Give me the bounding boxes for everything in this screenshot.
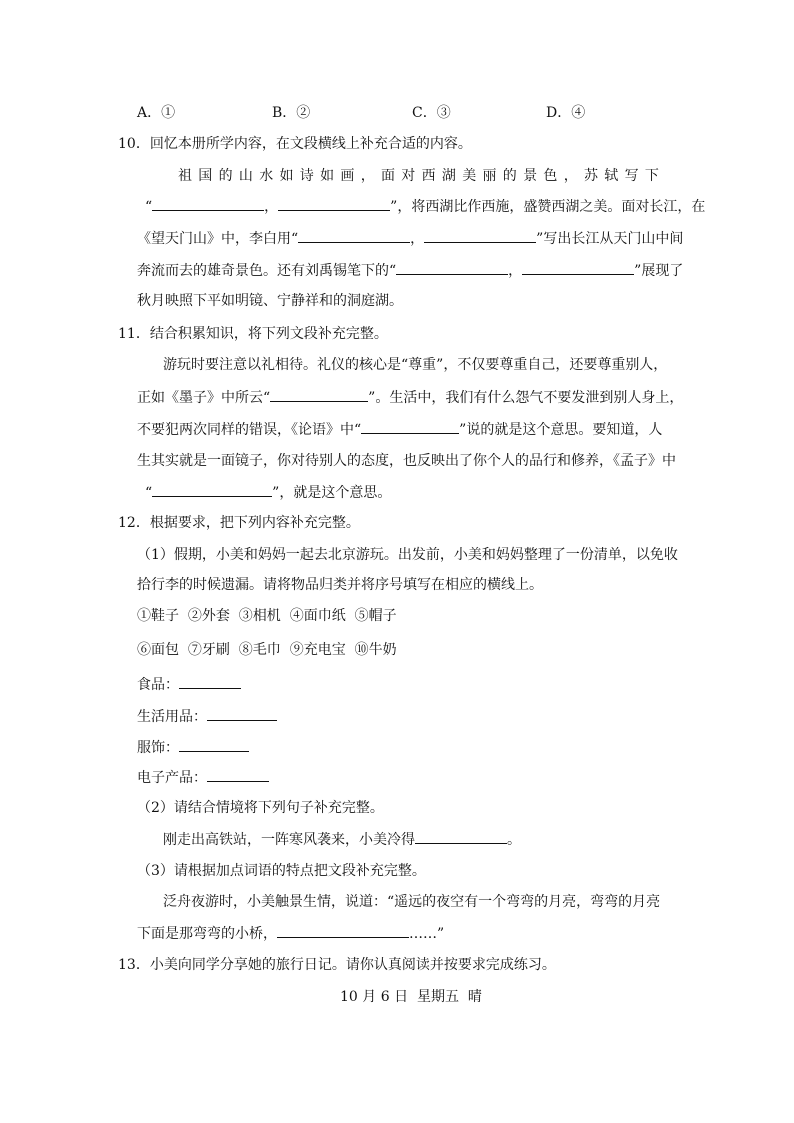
- text: ，: [508, 263, 523, 279]
- category-clothing: [137, 737, 249, 758]
- text: ，: [264, 199, 279, 215]
- answer-blank[interactable]: [207, 767, 269, 782]
- q10-line-2: [145, 196, 705, 217]
- text: ”，将西湖比作西施，盛赞西湖之美。面对长江，在: [390, 199, 706, 215]
- text: ”，就是这个意思。: [272, 485, 392, 501]
- q11-line-2: [137, 387, 683, 408]
- q11-line-3: [137, 419, 662, 440]
- text: 奔流而去的雄奇景色。还有刘禹锡笔下的“: [137, 263, 397, 279]
- text: 《望天门山》中，李白用“: [137, 231, 299, 247]
- answer-blank[interactable]: [152, 482, 272, 497]
- q12-part2-heading: （2）请结合情境将下列句子补充完整。: [137, 800, 384, 816]
- option-d[interactable]: D．④: [546, 105, 586, 121]
- answer-blank[interactable]: [361, 419, 459, 434]
- text: 生活用品：: [137, 709, 207, 725]
- items-row-1: ①鞋子 ②外套 ③相机 ④面巾纸 ⑤帽子: [137, 608, 397, 624]
- category-electronic: [137, 767, 269, 788]
- answer-blank[interactable]: [179, 674, 241, 689]
- text: 不要犯两次同样的错误，《论语》中“: [137, 422, 362, 438]
- q10-line-3: [137, 228, 683, 249]
- option-a[interactable]: A．①: [137, 105, 176, 121]
- q12-part3-line-2: [137, 923, 444, 944]
- q10-heading: 10．回忆本册所学内容，在文段横线上补充合适的内容。: [118, 136, 472, 152]
- q11-line-1: 游玩时要注意以礼相待。礼仪的核心是“尊重”，不仅要尊重自己，还要尊重别人，: [163, 357, 668, 373]
- q10-line-5: 秋月映照下平如明镜、宁静祥和的洞庭湖。: [137, 293, 403, 309]
- text: 下面是那弯弯的小桥，: [137, 926, 277, 942]
- q11-line-4: 生其实就是一面镜子，你对待别人的态度，也反映出了你个人的品行和修养，《孟子》中: [137, 453, 676, 469]
- q11-heading: 11．结合积累知识，将下列文段补充完整。: [118, 326, 388, 342]
- q12-heading: 12．根据要求，把下列内容补充完整。: [118, 515, 360, 531]
- answer-blank[interactable]: [270, 387, 368, 402]
- category-daily: [137, 706, 277, 727]
- answer-blank[interactable]: [152, 196, 264, 211]
- text: 。: [507, 832, 521, 848]
- answer-blank[interactable]: [278, 196, 390, 211]
- text: ……”: [409, 926, 445, 942]
- text: 食品：: [137, 677, 179, 693]
- answer-blank[interactable]: [415, 829, 507, 844]
- text: “: [145, 199, 153, 215]
- q10-line-1: 祖国的山水如诗如画，面对西湖美丽的景色，苏轼写下: [178, 168, 666, 184]
- q12-part1-line-2: 拾行李的时候遗漏。请将物品归类并将序号填写在相应的横线上。: [137, 577, 543, 593]
- answer-blank[interactable]: [179, 737, 249, 752]
- text: ”展现了: [634, 263, 684, 279]
- answer-blank[interactable]: [396, 260, 508, 275]
- text: 刚走出高铁站，一阵寒风袭来，小美冷得: [163, 832, 415, 848]
- text: ”。生活中，我们有什么怨气不要发泄到别人身上，: [368, 390, 684, 406]
- text: 电子产品：: [137, 770, 207, 786]
- q12-part3-line-1: 泛舟夜游时，小美触景生情，说道：“遥远的夜空有一个弯弯的月亮，弯弯的月亮: [163, 894, 661, 910]
- text: ”写出长江从天门山中间: [536, 231, 684, 247]
- q12-part1-line-1: （1）假期，小美和妈妈一起去北京游玩。出发前，小美和妈妈整理了一份清单，以免收: [137, 547, 678, 563]
- q10-line-4: [137, 260, 683, 281]
- answer-blank[interactable]: [522, 260, 634, 275]
- answer-blank[interactable]: [298, 228, 410, 243]
- text: 服饰：: [137, 740, 179, 756]
- answer-blank[interactable]: [424, 228, 536, 243]
- diary-date: 10 月 6 日 星期五 晴: [340, 989, 482, 1005]
- text: ，: [410, 231, 425, 247]
- answer-blank[interactable]: [207, 706, 277, 721]
- option-b[interactable]: B．②: [272, 105, 311, 121]
- q13-heading: 13．小美向同学分享她的旅行日记。请你认真阅读并按要求完成练习。: [118, 957, 556, 973]
- text: ”说的就是这个意思。要知道，人: [459, 422, 663, 438]
- items-row-2: ⑥面包 ⑦牙刷 ⑧毛巾 ⑨充电宝 ⑩牛奶: [137, 642, 397, 658]
- q12-part3-heading: （3）请根据加点词语的特点把文段补充完整。: [137, 863, 426, 879]
- q11-line-5: [145, 482, 391, 503]
- text: “: [145, 485, 153, 501]
- q12-part2-line: [163, 829, 521, 850]
- option-c[interactable]: C．③: [412, 105, 451, 121]
- category-food: [137, 674, 241, 695]
- answer-blank[interactable]: [277, 923, 409, 938]
- text: 正如《墨子》中所云“: [137, 390, 271, 406]
